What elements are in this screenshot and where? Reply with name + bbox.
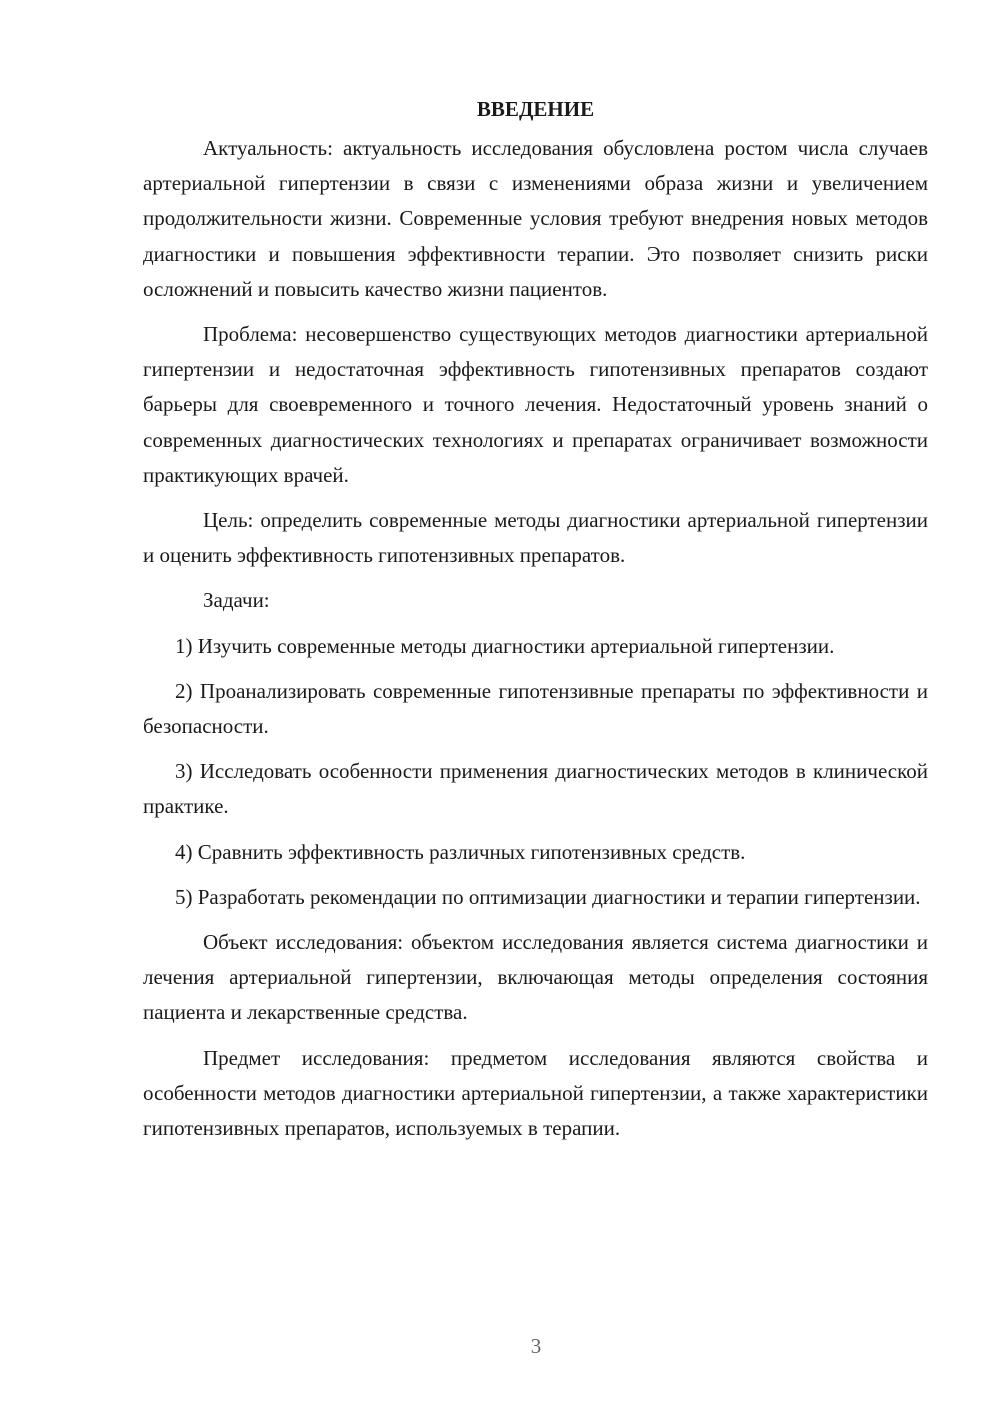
list-item: 3) Исследовать особенности применения диагностических методов в клинической практике. xyxy=(143,759,928,819)
paragraph-problem: Проблема: несовершенство существующих методов диагностики артериальной гипертензии и недостаточная эффективность гипотензивных препаратов создают барьеры для своевременного и точного лечения. Недостаточный уровень знаний о современных диагностических технологиях и препаратах ограничивает возможности практикующих врачей. xyxy=(143,322,928,487)
paragraph-goal: Цель: определить современные методы диагностики артериальной гипертензии и оценить эффективность гипотензивных препаратов. xyxy=(143,508,928,568)
paragraph-relevance: Актуальность: актуальность исследования обусловлена ростом числа случаев артериальной гипертензии в связи с изменениями образа жизни и увеличением продолжительности жизни. Современные условия требуют внедрения новых методов диагностики и повышения эффективности терапии. Это позволяет снизить риски осложнений и повысить качество жизни пациентов. xyxy=(143,136,928,301)
paragraph-object: Объект исследования: объектом исследования является система диагностики и лечения артериальной гипертензии, включающая методы определения состояния пациента и лекарственные средства. xyxy=(143,930,928,1025)
list-item: 5) Разработать рекомендации по оптимизации диагностики и терапии гипертензии. xyxy=(175,884,921,909)
tasks-label: Задачи: xyxy=(203,588,270,613)
paragraph-subject: Предмет исследования: предметом исследования являются свойства и особенности методов диагностики артериальной гипертензии, а также характеристики гипотензивных препаратов, используемых в терапии. xyxy=(143,1045,928,1141)
document-page xyxy=(143,92,928,1156)
list-item: 2) Проанализировать современные гипотензивные препараты по эффективности и безопасности. xyxy=(143,678,928,739)
page-number: 3 xyxy=(530,1334,542,1358)
page-title: ВВЕДЕНИЕ xyxy=(476,97,595,121)
list-item: 1) Изучить современные методы диагностики артериальной гипертензии. xyxy=(175,633,835,658)
list-item: 4) Сравнить эффективность различных гипотензивных средств. xyxy=(175,839,746,864)
tasks-list xyxy=(143,629,928,915)
